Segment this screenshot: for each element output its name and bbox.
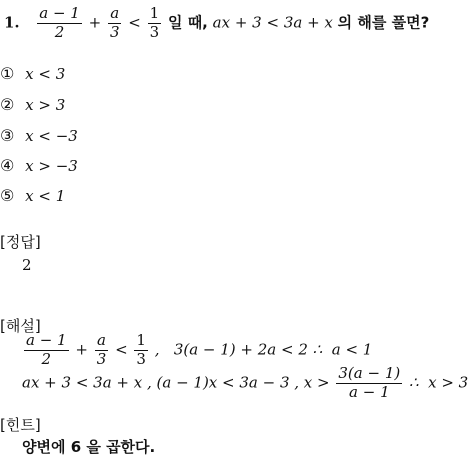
- choice-expression: x < 3: [25, 65, 66, 83]
- question-fraction-3: [148, 6, 162, 41]
- fraction-numerator: a − 1: [26, 331, 67, 349]
- explanation-line-1-rest: , 3(a − 1) + 2a < 2 ∴ a < 1: [154, 340, 373, 359]
- explanation-fraction-3: [134, 333, 148, 368]
- question-fraction-1: [37, 6, 82, 41]
- explanation-line-2-end: ∴ x > 3: [409, 373, 468, 392]
- explanation-heading: [해설]: [0, 317, 41, 335]
- fraction-denominator: 3: [96, 349, 107, 368]
- hint-heading: [힌트]: [0, 416, 41, 434]
- fraction-numerator: 1: [149, 4, 160, 22]
- fraction-denominator: 2: [54, 22, 65, 41]
- explanation-line-2: [22, 366, 468, 401]
- choice-marker: ③: [0, 126, 15, 145]
- choice-marker: ⑤: [0, 186, 15, 205]
- explanation-fraction-1: [24, 333, 69, 368]
- question-expression: ax + 3 < 3a + x: [212, 13, 333, 32]
- choice-5[interactable]: [0, 186, 65, 205]
- choice-marker: ①: [0, 64, 15, 83]
- choice-expression: x < −3: [25, 127, 78, 145]
- choice-2[interactable]: [0, 95, 65, 114]
- question-number: 1.: [4, 13, 20, 32]
- less-than-sign: <: [115, 340, 128, 359]
- explanation-fraction-4: [336, 366, 402, 401]
- choice-4[interactable]: [0, 156, 78, 175]
- choice-marker: ④: [0, 156, 15, 175]
- choice-3[interactable]: [0, 126, 78, 145]
- fraction-numerator: 1: [136, 331, 146, 349]
- plus-sign: +: [88, 13, 102, 32]
- fraction-denominator: 3: [136, 349, 146, 368]
- fraction-numerator: a: [97, 331, 106, 349]
- question-text-2: 의 해를 풀면?: [337, 13, 430, 32]
- choice-marker: ②: [0, 95, 15, 114]
- question-fraction-2: [108, 6, 122, 41]
- explanation-line-2-start: ax + 3 < 3a + x , (a − 1)x < 3a − 3 , x >: [22, 373, 330, 392]
- answer-heading: [정답]: [0, 233, 41, 251]
- choice-expression: x < 1: [25, 187, 66, 205]
- choice-expression: x > 3: [25, 96, 66, 114]
- explanation-line-1: [22, 333, 372, 368]
- choice-1[interactable]: [0, 64, 65, 83]
- hint-text: 양변에 6 을 곱한다.: [22, 438, 156, 456]
- fraction-numerator: a: [110, 4, 120, 22]
- fraction-denominator: 3: [109, 22, 120, 41]
- plus-sign: +: [75, 340, 88, 359]
- fraction-numerator: a − 1: [39, 4, 80, 22]
- question-text-1: 일 때,: [167, 13, 208, 32]
- fraction-denominator: 2: [41, 349, 52, 368]
- less-than-sign: <: [128, 13, 141, 32]
- fraction-denominator: a − 1: [349, 382, 390, 401]
- answer-value: 2: [22, 256, 32, 274]
- choice-expression: x > −3: [25, 157, 78, 175]
- fraction-denominator: 3: [149, 22, 160, 41]
- explanation-fraction-2: [95, 333, 109, 368]
- fraction-numerator: 3(a − 1): [338, 364, 401, 382]
- question-line: [4, 6, 429, 41]
